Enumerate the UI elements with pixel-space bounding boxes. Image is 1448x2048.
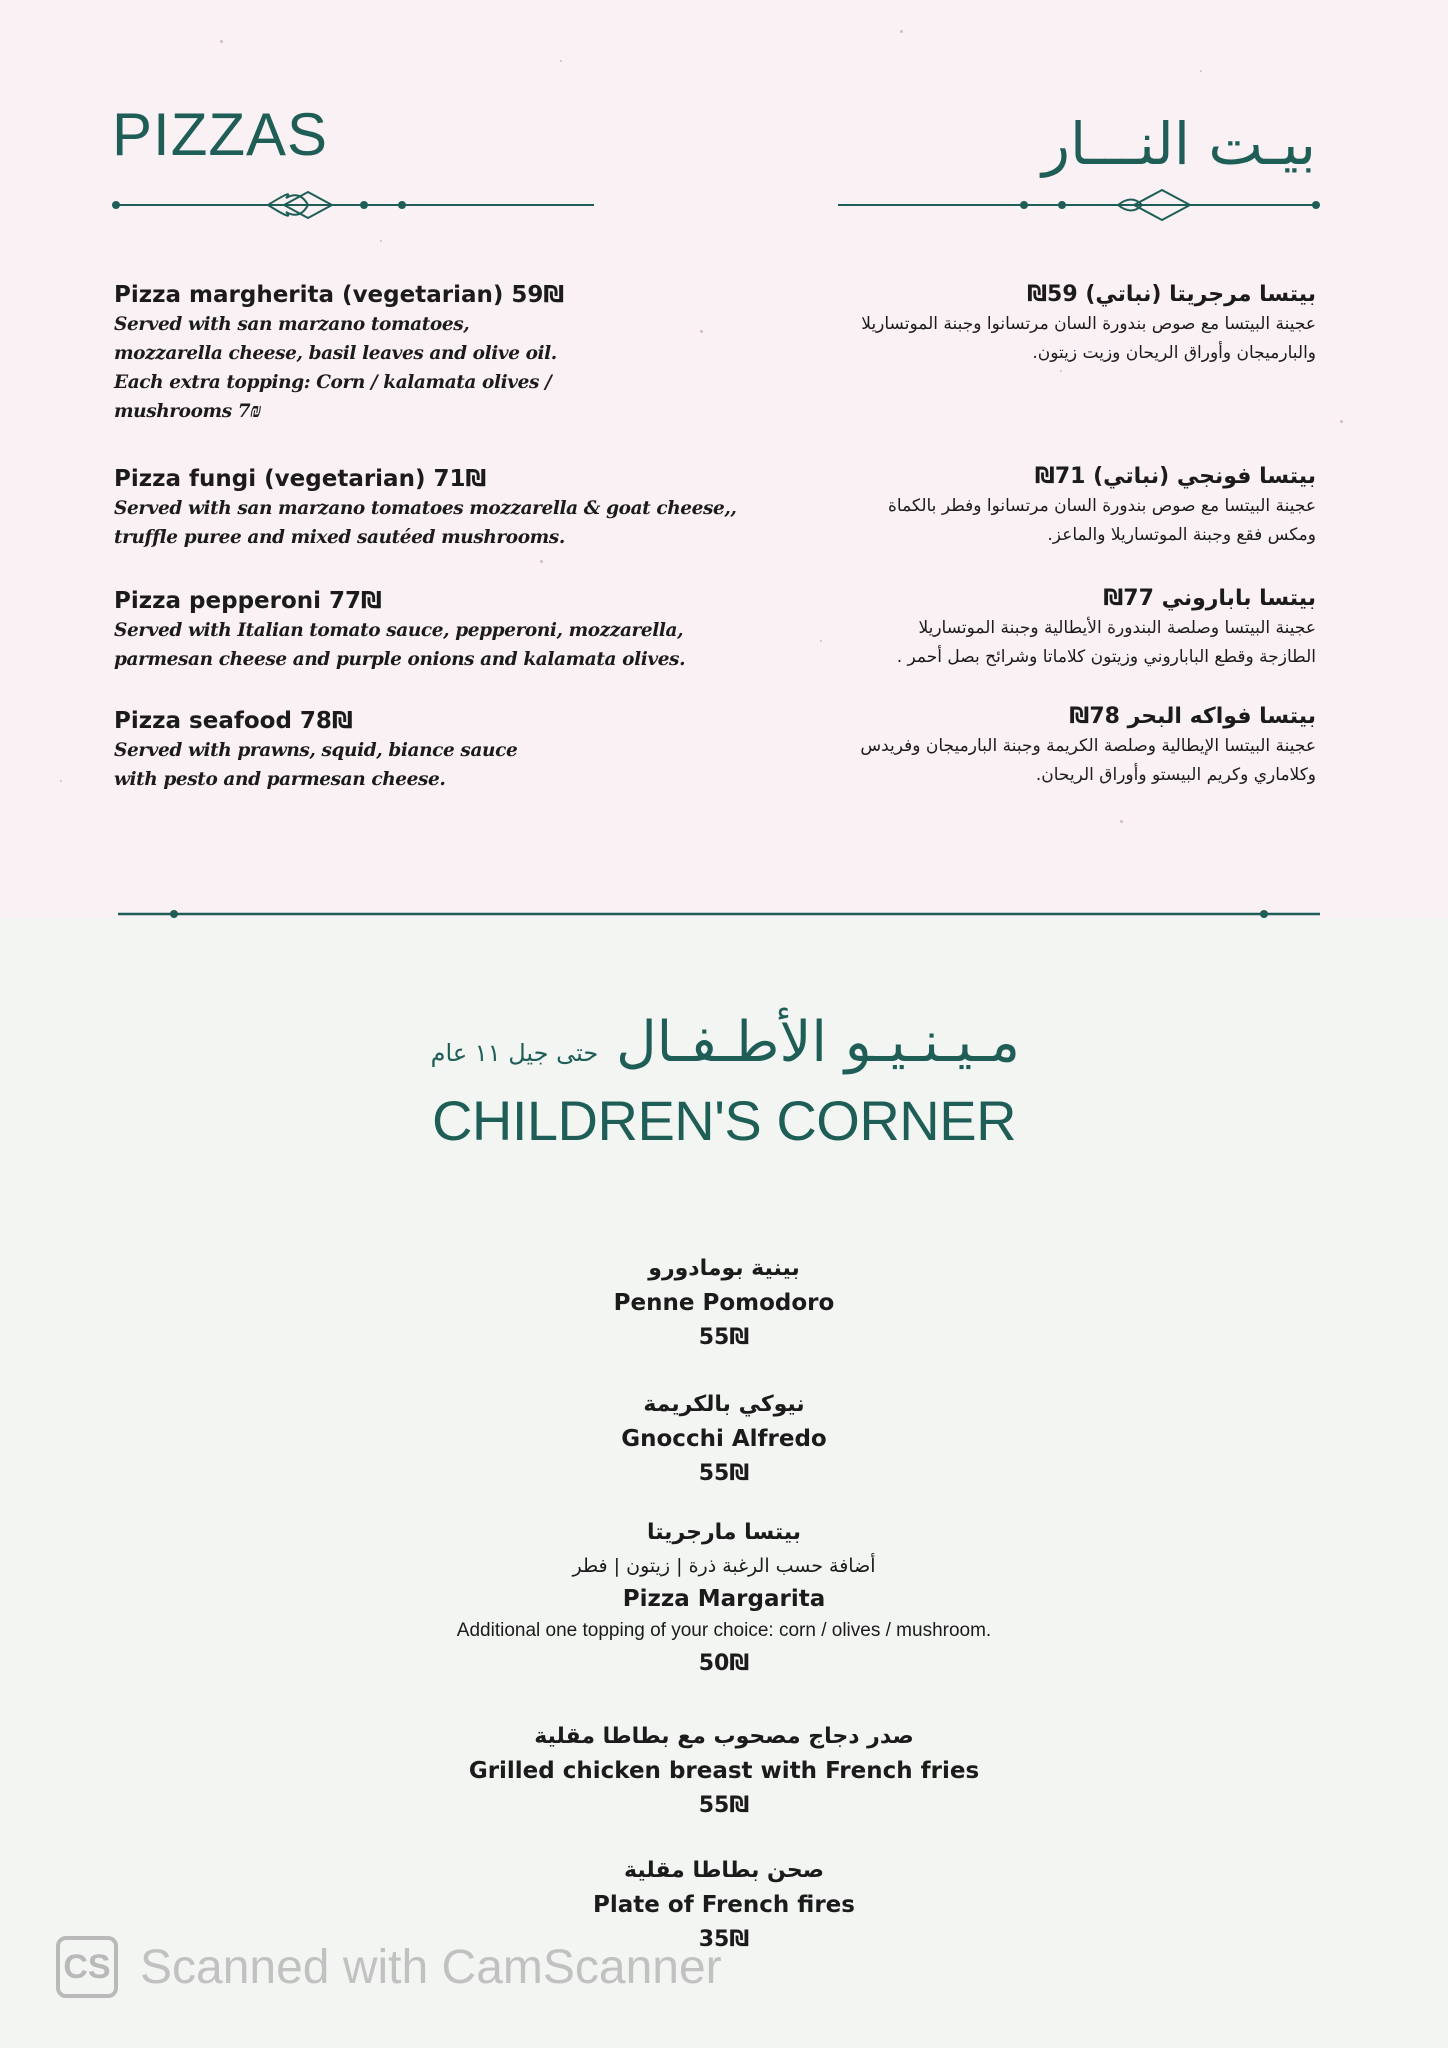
item-name-ar: بيتسا فواكه البحر 78₪ bbox=[1069, 704, 1316, 729]
item-desc-ar: والبارميجان وأوراق الريحان وزيت زيتون. bbox=[1032, 343, 1316, 363]
pizza-fungi-ar bbox=[736, 462, 1316, 550]
item-note-ar: أضافة حسب الرغبة ذرة | زيتون | فطر bbox=[572, 1555, 876, 1577]
item-name: Penne Pomodoro bbox=[613, 1290, 835, 1316]
camscanner-logo-icon: CS bbox=[56, 1936, 118, 1998]
item-name: Pizza pepperoni 77₪ bbox=[114, 588, 382, 614]
kids-title-ar: مـيـنـيـو الأطـفـال bbox=[615, 1010, 1020, 1075]
kids-item-pizza-margarita bbox=[0, 1516, 1448, 1682]
item-price: 55₪ bbox=[698, 1461, 750, 1486]
item-desc-ar: وكلاماري وكريم البيستو وأوراق الريحان. bbox=[1035, 765, 1316, 785]
kids-item-gnocchi bbox=[0, 1388, 1448, 1492]
item-desc-line: with pesto and parmesan cheese. bbox=[114, 769, 446, 790]
kids-title-arabic bbox=[420, 1010, 1020, 1075]
item-price: 55₪ bbox=[698, 1793, 750, 1818]
item-name-ar: بيتسا مرجريتا (نباتي) 59₪ bbox=[1027, 282, 1316, 307]
pizza-margherita-ar bbox=[716, 280, 1316, 368]
kids-title: CHILDREN'S CORNER bbox=[431, 1089, 1017, 1152]
item-name-ar: صحن بطاطا مقلية bbox=[624, 1858, 824, 1883]
item-desc-line: mushrooms 7₪ bbox=[114, 401, 262, 422]
pizza-pepperoni-ar bbox=[736, 584, 1316, 672]
item-name-ar: بينية بومادورو bbox=[648, 1256, 800, 1281]
item-name: Pizza margherita (vegetarian) 59₪ bbox=[114, 282, 565, 308]
item-desc-line: Each extra topping: Corn / kalamata olives / bbox=[114, 372, 552, 393]
item-name-ar: بيتسا مارجريتا bbox=[646, 1520, 802, 1545]
item-name: Pizza Margarita bbox=[622, 1586, 826, 1612]
item-desc-line: parmesan cheese and purple onions and kalamata olives. bbox=[114, 649, 686, 670]
kids-item-penne bbox=[0, 1252, 1448, 1356]
right-ornament bbox=[832, 184, 1322, 226]
item-desc-ar: عجينة البيتسا مع صوص بندورة السان مرتسانوا وفطر بالكماة bbox=[888, 496, 1316, 516]
item-desc-line: mozzarella cheese, basil leaves and olive oil. bbox=[114, 343, 557, 364]
item-price: 55₪ bbox=[698, 1325, 750, 1350]
item-desc-ar: عجينة البيتسا مع صوص بندورة السان مرتسانوا وجبنة الموتساريلا bbox=[861, 314, 1316, 334]
camscanner-text: Scanned with CamScanner bbox=[140, 1940, 722, 1994]
pizzas-title-arabic: بيـت النـــار bbox=[1042, 110, 1316, 178]
item-desc-line: Served with prawns, squid, biance sauce bbox=[114, 740, 518, 761]
pizza-pepperoni-en bbox=[114, 586, 754, 674]
item-name: Plate of French fires bbox=[593, 1892, 855, 1918]
item-name-ar: نيوكي بالكريمة bbox=[643, 1392, 805, 1417]
item-desc-ar: عجينة البيتسا وصلصة البندورة الأيطالية وجبنة الموتساريلا bbox=[918, 618, 1316, 638]
pizza-seafood-ar bbox=[716, 702, 1316, 790]
item-desc-ar: الطازجة وقطع الباباروني وزيتون كلاماتا وشرائح بصل أحمر . bbox=[896, 647, 1316, 667]
item-name: Pizza seafood 78₪ bbox=[114, 708, 353, 734]
item-desc-line: Served with Italian tomato sauce, pepperoni, mozzarella, bbox=[114, 620, 684, 641]
pizza-fungi-en bbox=[114, 464, 754, 552]
item-name-ar: صدر دجاج مصحوب مع بطاطا مقلية bbox=[534, 1724, 914, 1749]
kids-age-note: حتى جيل ١١ عام bbox=[430, 1039, 599, 1067]
item-desc-line: Served with san marzano tomatoes mozzarella & goat cheese,, bbox=[114, 498, 737, 519]
kids-item-chicken bbox=[0, 1720, 1448, 1824]
camscanner-watermark bbox=[56, 1932, 722, 2002]
item-name: Grilled chicken breast with French fries bbox=[468, 1758, 980, 1784]
pizza-seafood-en bbox=[114, 706, 714, 794]
item-desc-line: truffle puree and mixed sautéed mushrooms. bbox=[114, 527, 565, 548]
pizza-margherita-en bbox=[114, 280, 714, 426]
item-desc-ar: عجينة البيتسا الإيطالية وصلصة الكريمة وجبنة البارميجان وفريدس bbox=[860, 736, 1316, 756]
item-note: Additional one topping of your choice: corn / olives / mushroom. bbox=[456, 1620, 992, 1641]
item-price: 50₪ bbox=[698, 1651, 750, 1676]
item-desc-line: Served with san marzano tomatoes, bbox=[114, 314, 470, 335]
item-name: Gnocchi Alfredo bbox=[621, 1426, 827, 1452]
item-price: 35₪ bbox=[698, 1927, 750, 1952]
item-name-ar: بيتسا باباروني 77₪ bbox=[1103, 586, 1316, 611]
pizzas-title: PIZZAS bbox=[112, 101, 329, 168]
item-name: Pizza fungi (vegetarian) 71₪ bbox=[114, 466, 487, 492]
item-name-ar: بيتسا فونجي (نباتي) 71₪ bbox=[1034, 464, 1316, 489]
left-ornament bbox=[110, 184, 600, 226]
item-desc-ar: ومكس فقع وجبنة الموتساريلا والماعز. bbox=[1047, 525, 1316, 545]
section-divider bbox=[114, 906, 1324, 922]
